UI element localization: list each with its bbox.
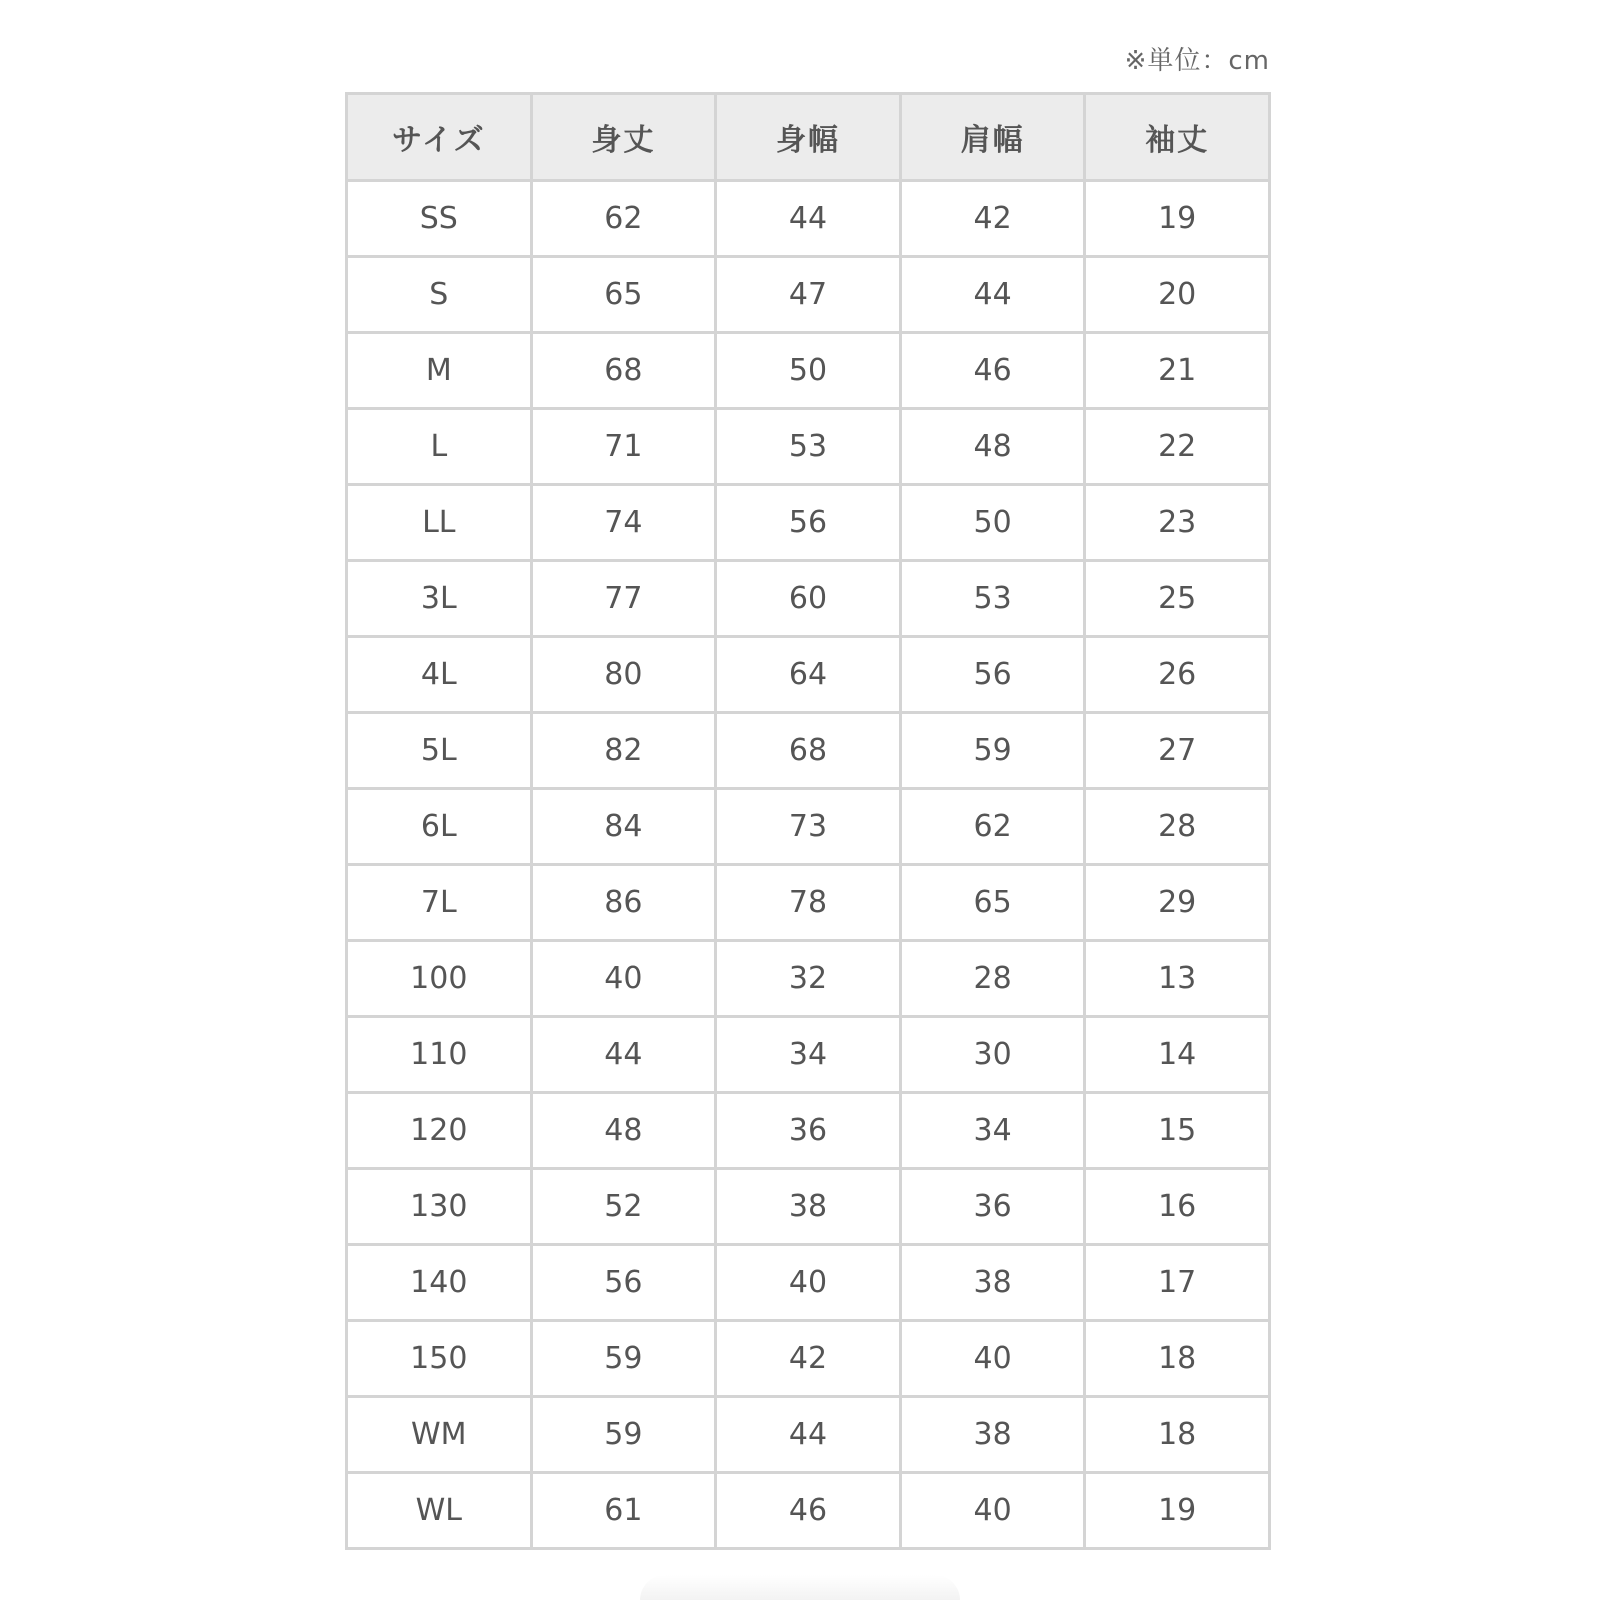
cell-body-width: 38 bbox=[716, 1169, 901, 1245]
cell-shoulder-width: 34 bbox=[900, 1093, 1085, 1169]
cell-body-length: 84 bbox=[531, 789, 716, 865]
table-row bbox=[347, 561, 1270, 637]
cell-shoulder-width: 38 bbox=[900, 1245, 1085, 1321]
cell-shoulder-width: 62 bbox=[900, 789, 1085, 865]
table-row bbox=[347, 713, 1270, 789]
table-row bbox=[347, 1473, 1270, 1549]
cell-size: 3L bbox=[347, 561, 532, 637]
cell-sleeve-length: 19 bbox=[1085, 181, 1270, 257]
cell-sleeve-length: 13 bbox=[1085, 941, 1270, 1017]
cell-body-width: 36 bbox=[716, 1093, 901, 1169]
cell-body-length: 71 bbox=[531, 409, 716, 485]
cell-shoulder-width: 59 bbox=[900, 713, 1085, 789]
cell-body-width: 47 bbox=[716, 257, 901, 333]
cell-size: 130 bbox=[347, 1169, 532, 1245]
cell-size: 140 bbox=[347, 1245, 532, 1321]
cell-sleeve-length: 21 bbox=[1085, 333, 1270, 409]
cell-body-width: 40 bbox=[716, 1245, 901, 1321]
table-row bbox=[347, 1397, 1270, 1473]
cell-body-length: 82 bbox=[531, 713, 716, 789]
header-row bbox=[347, 94, 1270, 181]
cell-shoulder-width: 50 bbox=[900, 485, 1085, 561]
cell-size: 7L bbox=[347, 865, 532, 941]
table-row bbox=[347, 409, 1270, 485]
cell-shoulder-width: 56 bbox=[900, 637, 1085, 713]
table-row bbox=[347, 257, 1270, 333]
cell-size: LL bbox=[347, 485, 532, 561]
cell-size: 120 bbox=[347, 1093, 532, 1169]
cell-body-width: 46 bbox=[716, 1473, 901, 1549]
cell-sleeve-length: 25 bbox=[1085, 561, 1270, 637]
header-sleeve-length: 袖丈 bbox=[1085, 94, 1270, 181]
cell-shoulder-width: 30 bbox=[900, 1017, 1085, 1093]
cell-size: SS bbox=[347, 181, 532, 257]
cell-sleeve-length: 18 bbox=[1085, 1321, 1270, 1397]
cell-body-length: 80 bbox=[531, 637, 716, 713]
cell-body-width: 44 bbox=[716, 181, 901, 257]
table-row bbox=[347, 637, 1270, 713]
cell-shoulder-width: 65 bbox=[900, 865, 1085, 941]
unit-note: ※単位：cm bbox=[1124, 46, 1270, 76]
cell-body-width: 56 bbox=[716, 485, 901, 561]
table-row bbox=[347, 789, 1270, 865]
cell-shoulder-width: 40 bbox=[900, 1473, 1085, 1549]
cell-sleeve-length: 16 bbox=[1085, 1169, 1270, 1245]
cell-body-width: 44 bbox=[716, 1397, 901, 1473]
table-row bbox=[347, 333, 1270, 409]
cell-size: 4L bbox=[347, 637, 532, 713]
cell-body-length: 48 bbox=[531, 1093, 716, 1169]
cell-body-width: 78 bbox=[716, 865, 901, 941]
cell-sleeve-length: 27 bbox=[1085, 713, 1270, 789]
cell-sleeve-length: 28 bbox=[1085, 789, 1270, 865]
cell-size: 6L bbox=[347, 789, 532, 865]
header-body-length: 身丈 bbox=[531, 94, 716, 181]
cell-sleeve-length: 22 bbox=[1085, 409, 1270, 485]
header-size: サイズ bbox=[347, 94, 532, 181]
table-row bbox=[347, 1093, 1270, 1169]
cell-body-length: 77 bbox=[531, 561, 716, 637]
table-body bbox=[347, 181, 1270, 1549]
cell-sleeve-length: 14 bbox=[1085, 1017, 1270, 1093]
cell-size: 100 bbox=[347, 941, 532, 1017]
cell-body-width: 53 bbox=[716, 409, 901, 485]
cell-body-length: 52 bbox=[531, 1169, 716, 1245]
cell-shoulder-width: 38 bbox=[900, 1397, 1085, 1473]
cell-body-width: 68 bbox=[716, 713, 901, 789]
cell-body-length: 40 bbox=[531, 941, 716, 1017]
cell-shoulder-width: 36 bbox=[900, 1169, 1085, 1245]
header-body-width: 身幅 bbox=[716, 94, 901, 181]
cell-body-width: 42 bbox=[716, 1321, 901, 1397]
cell-shoulder-width: 44 bbox=[900, 257, 1085, 333]
table-row bbox=[347, 485, 1270, 561]
cell-size: S bbox=[347, 257, 532, 333]
cell-body-length: 61 bbox=[531, 1473, 716, 1549]
size-chart-table bbox=[345, 92, 1271, 1550]
table-row bbox=[347, 1245, 1270, 1321]
table-row bbox=[347, 1017, 1270, 1093]
table-row bbox=[347, 941, 1270, 1017]
cell-size: 150 bbox=[347, 1321, 532, 1397]
cell-size: 5L bbox=[347, 713, 532, 789]
cell-body-width: 60 bbox=[716, 561, 901, 637]
cell-body-length: 44 bbox=[531, 1017, 716, 1093]
cell-body-width: 50 bbox=[716, 333, 901, 409]
cell-sleeve-length: 20 bbox=[1085, 257, 1270, 333]
cell-size: L bbox=[347, 409, 532, 485]
cell-size: M bbox=[347, 333, 532, 409]
cell-sleeve-length: 15 bbox=[1085, 1093, 1270, 1169]
cell-sleeve-length: 23 bbox=[1085, 485, 1270, 561]
cell-shoulder-width: 53 bbox=[900, 561, 1085, 637]
cell-shoulder-width: 46 bbox=[900, 333, 1085, 409]
cell-size: WL bbox=[347, 1473, 532, 1549]
cell-sleeve-length: 17 bbox=[1085, 1245, 1270, 1321]
cell-shoulder-width: 42 bbox=[900, 181, 1085, 257]
cell-body-length: 59 bbox=[531, 1321, 716, 1397]
cell-body-width: 73 bbox=[716, 789, 901, 865]
cell-shoulder-width: 48 bbox=[900, 409, 1085, 485]
table-row bbox=[347, 181, 1270, 257]
bottom-shadow bbox=[640, 1575, 960, 1600]
cell-body-width: 32 bbox=[716, 941, 901, 1017]
cell-body-length: 65 bbox=[531, 257, 716, 333]
cell-body-length: 56 bbox=[531, 1245, 716, 1321]
cell-body-length: 62 bbox=[531, 181, 716, 257]
cell-sleeve-length: 18 bbox=[1085, 1397, 1270, 1473]
cell-body-length: 68 bbox=[531, 333, 716, 409]
table-row bbox=[347, 1321, 1270, 1397]
table-row bbox=[347, 865, 1270, 941]
cell-size: WM bbox=[347, 1397, 532, 1473]
cell-sleeve-length: 29 bbox=[1085, 865, 1270, 941]
cell-body-length: 59 bbox=[531, 1397, 716, 1473]
cell-body-length: 74 bbox=[531, 485, 716, 561]
cell-body-length: 86 bbox=[531, 865, 716, 941]
cell-shoulder-width: 40 bbox=[900, 1321, 1085, 1397]
cell-body-width: 34 bbox=[716, 1017, 901, 1093]
cell-shoulder-width: 28 bbox=[900, 941, 1085, 1017]
cell-size: 110 bbox=[347, 1017, 532, 1093]
header-shoulder-width: 肩幅 bbox=[900, 94, 1085, 181]
cell-body-width: 64 bbox=[716, 637, 901, 713]
cell-sleeve-length: 19 bbox=[1085, 1473, 1270, 1549]
table-row bbox=[347, 1169, 1270, 1245]
cell-sleeve-length: 26 bbox=[1085, 637, 1270, 713]
